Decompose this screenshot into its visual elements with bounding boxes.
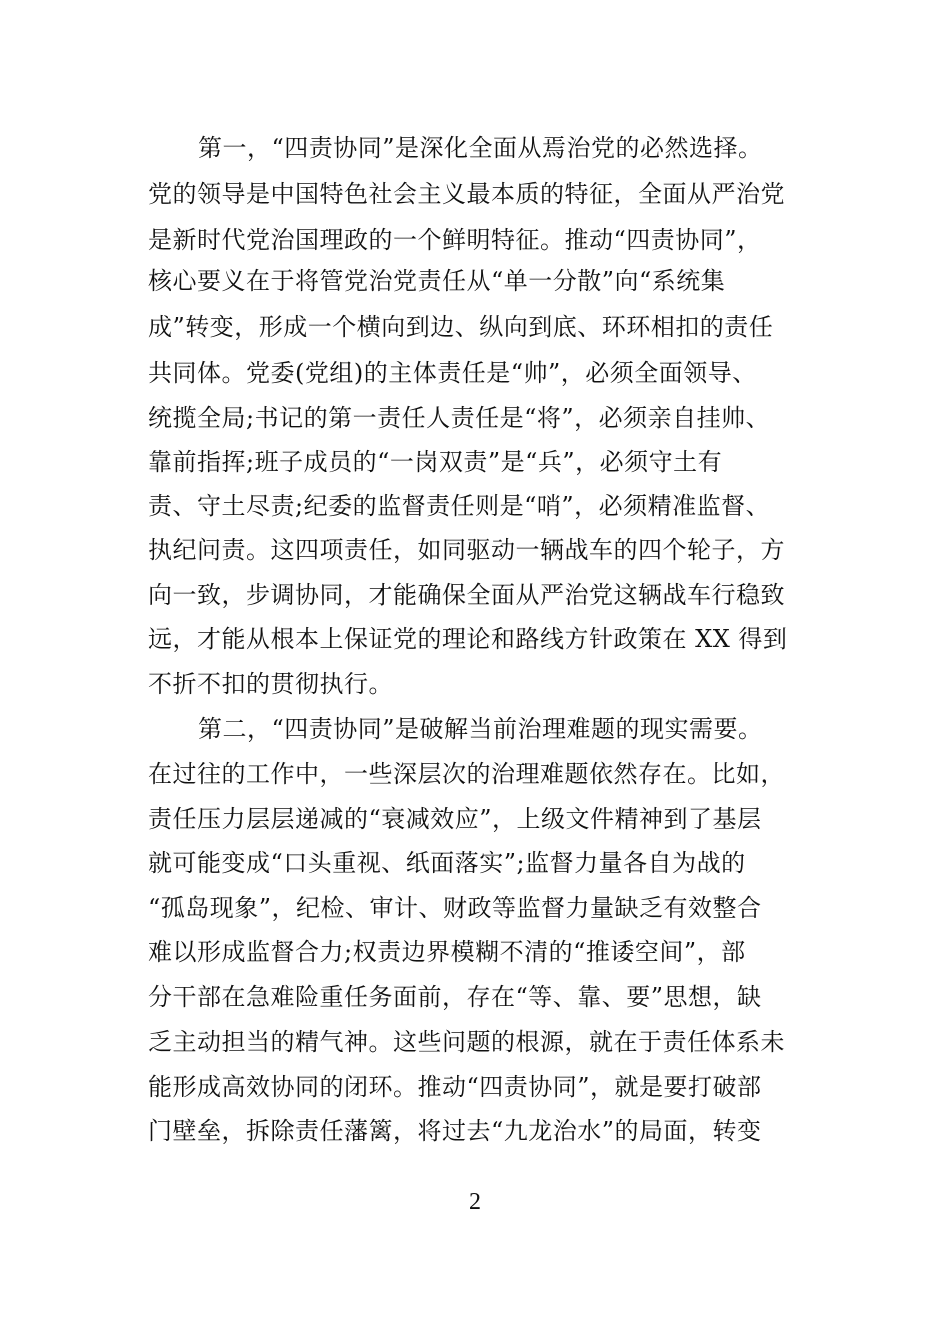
paragraph-2-line-10: 门壁垒，拆除责任藩篱，将过去“九龙治水”的局面，转变 <box>148 1117 762 1145</box>
paragraph-2-line-1: 第二，“四责协同”是破解当前治理难题的现实需要。 <box>198 715 763 743</box>
paragraph-1-line-7: 统揽全局;书记的第一责任人责任是“将”，必须亲自挂帅、 <box>148 404 771 432</box>
paragraph-2-line-9: 能形成高效协同的闭环。推动“四责协同”，就是要打破部 <box>148 1073 762 1101</box>
paragraph-2-line-4: 就可能变成“口头重视、纸面落实”;监督力量各自为战的 <box>148 849 746 877</box>
paragraph-1-line-2: 党的领导是中国特色社会主义最本质的特征，全面从严治党 <box>148 180 785 208</box>
paragraph-1-line-6: 共同体。党委(党组)的主体责任是“帅”，必须全面领导、 <box>148 359 757 387</box>
page-number: 2 <box>469 1189 481 1215</box>
paragraph-1-line-4: 核心要义在于将管党治党责任从“单一分散”向“系统集 <box>148 267 726 295</box>
paragraph-1-line-10: 执纪问责。这四项责任，如同驱动一辆战车的四个轮子，方 <box>148 536 785 564</box>
paragraph-2-line-6: 难以形成监督合力;权责边界模糊不清的“推诿空间”，部 <box>148 938 746 966</box>
paragraph-1-line-5: 成”转变，形成一个横向到边、纵向到底、环环相扣的责任 <box>148 313 774 341</box>
paragraph-1-line-3: 是新时代党治国理政的一个鲜明特征。推动“四责协同”， <box>148 226 762 254</box>
paragraph-1-line-12: 远，才能从根本上保证党的理论和路线方针政策在 XX 得到 <box>148 625 788 653</box>
paragraph-2-line-2: 在过往的工作中，一些深层次的治理难题依然存在。比如， <box>148 760 785 788</box>
paragraph-1-line-11: 向一致，步调协同，才能确保全面从严治党这辆战车行稳致 <box>148 581 785 609</box>
paragraph-1-line-1: 第一，“四责协同”是深化全面从焉治党的必然选择。 <box>198 134 763 162</box>
paragraph-2-line-3: 责任压力层层递减的“衰减效应”，上级文件精神到了基层 <box>148 805 762 833</box>
paragraph-1-line-8: 靠前指挥;班子成员的“一岗双责”是“兵”，必须守土有 <box>148 448 723 476</box>
paragraph-2-line-5: “孤岛现象”，纪检、审计、财政等监督力量缺乏有效整合 <box>148 894 762 922</box>
paragraph-2-line-7: 分干部在急难险重任务面前，存在“等、靠、要”思想，缺 <box>148 983 762 1011</box>
paragraph-1-line-13: 不折不扣的贯彻执行。 <box>148 670 393 698</box>
paragraph-2-line-8: 乏主动担当的精气神。这些问题的根源，就在于责任体系未 <box>148 1028 785 1056</box>
paragraph-1-line-9: 责、守土尽责;纪委的监督责任则是“哨”，必须精准监督、 <box>148 492 771 520</box>
